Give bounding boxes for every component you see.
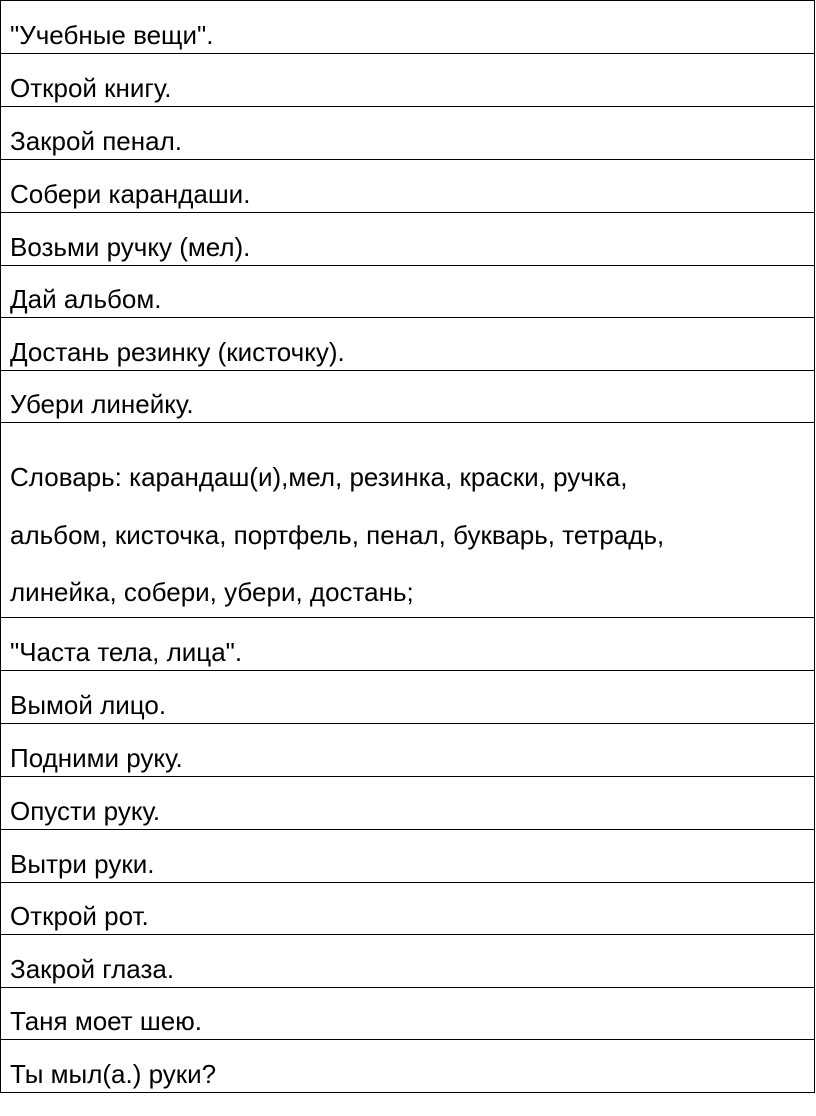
row-text: Убери линейку.: [10, 389, 194, 419]
dictionary-line: Словарь: карандаш(и),мел, резинка, краски, ручка,: [10, 462, 628, 492]
row-text: Открой рот.: [10, 901, 149, 931]
table-row: [1, 370, 814, 422]
table-row: [1, 53, 814, 106]
row-text: Собери карандаши.: [10, 179, 251, 209]
table-row: [1, 987, 814, 1039]
table-row: [1, 934, 814, 987]
dictionary-line: линейка, собери, убери, достань;: [10, 577, 414, 607]
row-text: Таня моет шею.: [10, 1006, 202, 1036]
table-row: [1, 723, 814, 776]
row-text: Подними руку.: [10, 743, 183, 773]
table-row: [1, 265, 814, 317]
table-row: [1, 159, 814, 212]
table-row: [1, 670, 814, 723]
table-row: [1, 882, 814, 934]
section-heading-school-items: [1, 0, 814, 53]
table-row: [1, 776, 814, 829]
dictionary-line: альбом, кисточка, портфель, пенал, букварь, тетрадь,: [10, 520, 665, 550]
table-row: [1, 1039, 814, 1093]
row-text: Дай альбом.: [10, 284, 162, 314]
row-text: Опусти руку.: [10, 796, 161, 826]
table-row: [1, 212, 814, 265]
table-row: [1, 829, 814, 882]
row-text: Закрой пенал.: [10, 126, 182, 156]
row-text: Возьми ручку (мел).: [10, 232, 251, 262]
row-text: Закрой глаза.: [10, 954, 175, 984]
row-text: Открой книгу.: [10, 73, 172, 103]
row-text: Вытри руки.: [10, 849, 155, 879]
heading-text: "Часта тела, лица".: [10, 637, 243, 667]
table-row: [1, 106, 814, 159]
row-text: Вымой лицо.: [10, 690, 167, 720]
section-heading-body-parts: [1, 617, 814, 670]
heading-text: "Учебные вещи".: [10, 20, 214, 50]
table-row: [1, 317, 814, 370]
row-text: Достань резинку (кисточку).: [10, 337, 345, 367]
row-text: Ты мыл(а.) руки?: [10, 1059, 217, 1089]
dictionary-block: [1, 422, 814, 617]
